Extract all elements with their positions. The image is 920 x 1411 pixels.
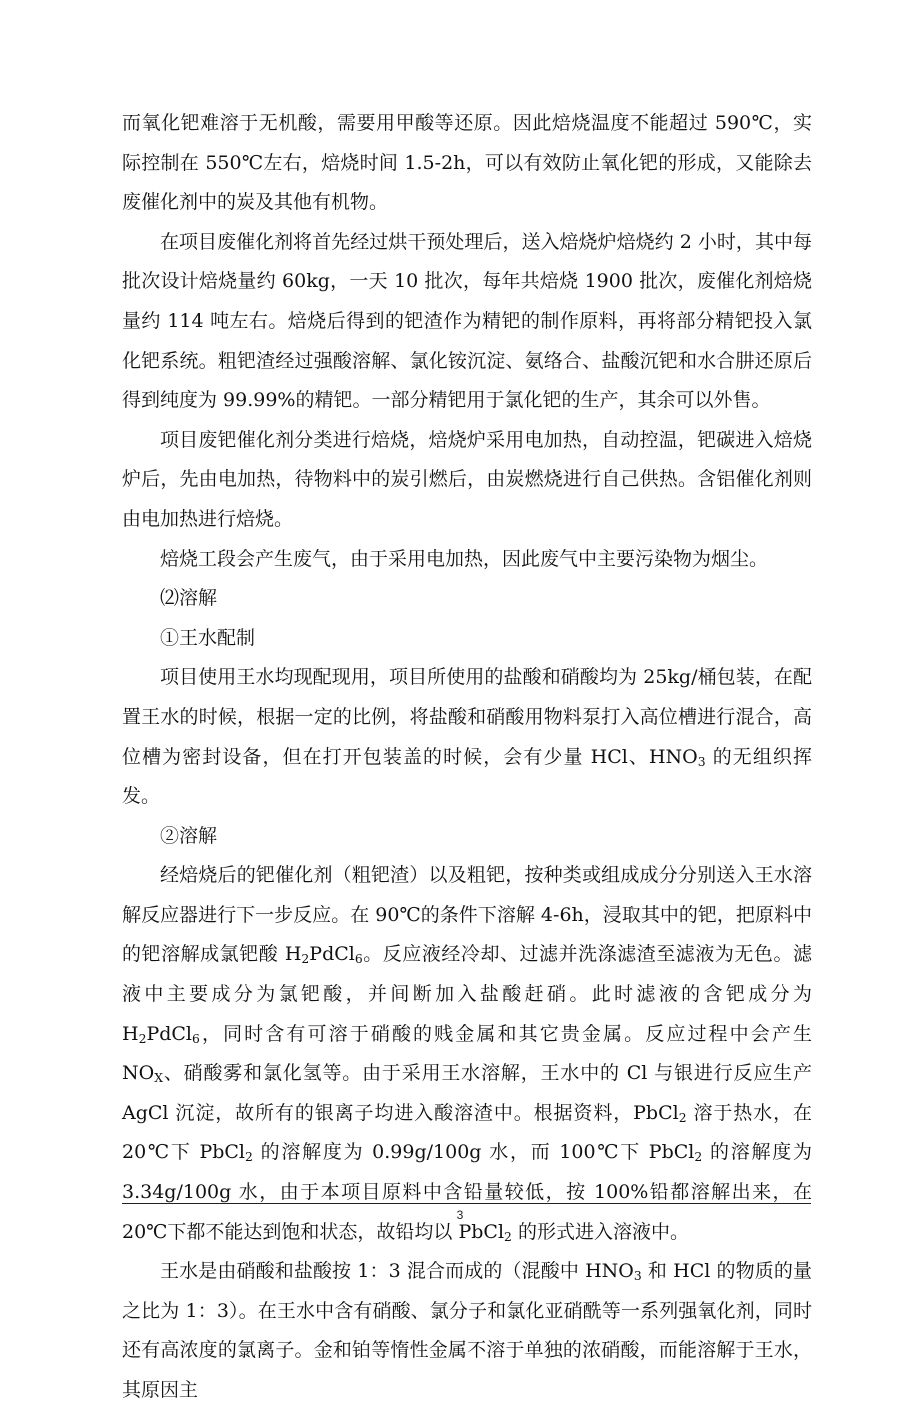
- text-run: PdCl: [309, 943, 355, 966]
- text-run: 项目使用王水均现配现用，项目所使用的盐酸和硝酸均为 25kg/桶包装，在配置王水的时候，根据一定的比例，将盐酸和硝酸用物料泵打入高位槽进行混合，高位槽为密封设备，但在打开包装盖的时候，会有少量 HCl、HNO: [122, 666, 812, 768]
- page-number: 3: [456, 1208, 464, 1222]
- text-run: 的无组织挥发。: [122, 745, 813, 808]
- text-run: 的溶解度为 3.34g/100g 水，由于本项目原料中含铅量较低，按 100%铅都溶解出来，在 20℃下都不能达到饱和状态，故铅均以 PbCl: [122, 1141, 812, 1243]
- section-heading-dissolution: [122, 579, 812, 619]
- text-run: ⑵溶解: [160, 587, 218, 610]
- subscript: 2: [301, 952, 310, 967]
- subscript: 6: [354, 952, 363, 967]
- paragraph-continuation: [122, 104, 812, 223]
- subscript: 2: [678, 1110, 687, 1125]
- subscript: X: [154, 1071, 163, 1086]
- subscript: 3: [697, 754, 706, 769]
- text-run: 经焙烧后的钯催化剂（粗钯渣）以及粗钯，按种类或组成成分分别送入王水溶解反应器进行下一步反应。在 90℃的条件下溶解 4-6h，浸取其中的钯，把原料中的钯溶解成氯钯酸 H: [122, 864, 812, 966]
- text-run: 在项目废催化剂将首先经过烘干预处理后，送入焙烧炉焙烧约 2 小时，其中每批次设计焙烧量约 60kg，一天 10 批次，每年共焙烧 1900 批次，废催化剂焙烧量约 114 吨左右。焙烧后得到的钯渣作为精钯的制作原料，再将部分精钯投入氯化钯系统。粗钯渣经过强酸溶解、氯化铵沉淀、氨络合、盐酸沉钯和水合肼还原后得到纯度为 99.99%的精钯。一部分精钯用于氯化钯的生产，其余可以外售。: [122, 230, 812, 412]
- subscript: 2: [245, 1150, 253, 1165]
- text-run: 项目废钯催化剂分类进行焙烧，焙烧炉采用电加热，自动控温，钯碳进入焙烧炉后，先由电加热，待物料中的炭引燃后，由炭燃烧进行自己供热。含铝催化剂则由电加热进行焙烧。: [122, 428, 812, 530]
- text-run: ②溶解: [160, 824, 218, 847]
- text-run: 溶于热水，在 20℃下 PbCl: [122, 1101, 812, 1164]
- paragraph-roasting-batches: [122, 223, 812, 421]
- subscript: 3: [633, 1269, 642, 1284]
- text-run: 王水是由硝酸和盐酸按 1：3 混合而成的（混酸中 HNO: [160, 1260, 634, 1283]
- paragraph-dissolution: [122, 856, 812, 1252]
- subscript: 6: [192, 1031, 200, 1046]
- subscript: 2: [138, 1031, 147, 1046]
- text-run: 而氧化钯难溶于无机酸，需要用甲酸等还原。因此焙烧温度不能超过 590℃，实际控制在 550℃左右，焙烧时间 1.5-2h，可以有效防止氧化钯的形成，又能除去废催化剂中的炭及其他有机物。: [122, 112, 812, 214]
- text-run: 的形式进入溶液中。: [511, 1220, 689, 1243]
- paragraph-roasting-furnace: [122, 421, 812, 540]
- text-run: 的溶解度为 0.99g/100g 水，而 100℃下 PbCl: [252, 1141, 695, 1164]
- subscript: 2: [504, 1229, 512, 1244]
- subheading-dissolution: [122, 817, 812, 857]
- paragraph-aqua-regia-composition: [122, 1252, 812, 1410]
- subscript: 2: [694, 1150, 703, 1165]
- text-run: ，同时含有可溶于硝酸的贱金属和其它贵金属。反应过程中会产生 NO: [122, 1022, 812, 1085]
- text-run: ①王水配制: [160, 626, 256, 649]
- footer-rule: [122, 1203, 811, 1204]
- paragraph-roasting-exhaust: [122, 540, 812, 580]
- text-run: 焙烧工段会产生废气，由于采用电加热，因此废气中主要污染物为烟尘。: [160, 547, 769, 570]
- text-run: 和 HCl 的物质的量之比为 1：3）。在王水中含有硝酸、氯分子和氯化亚硝酰等一系列强氧化剂，同时还有高浓度的氯离子。金和铂等惰性金属不溶于单独的浓硝酸，而能溶解于王水，其原因主: [122, 1260, 812, 1401]
- text-run: PdCl: [146, 1022, 192, 1045]
- subheading-aqua-regia-prep: [122, 619, 812, 659]
- text-run: 、硝酸雾和氯化氢等。由于采用王水溶解，王水中的 Cl 与银进行反应生产 AgCl 沉淀，故所有的银离子均进入酸溶渣中。根据资料，PbCl: [122, 1062, 812, 1124]
- paragraph-aqua-regia-prep: [122, 658, 812, 816]
- text-run: 。反应液经冷却、过滤并洗涤滤渣至滤液为无色。滤液中主要成分为氯钯酸，并间断加入盐酸赶硝。此时滤液的含钯成分为 H: [122, 943, 812, 1045]
